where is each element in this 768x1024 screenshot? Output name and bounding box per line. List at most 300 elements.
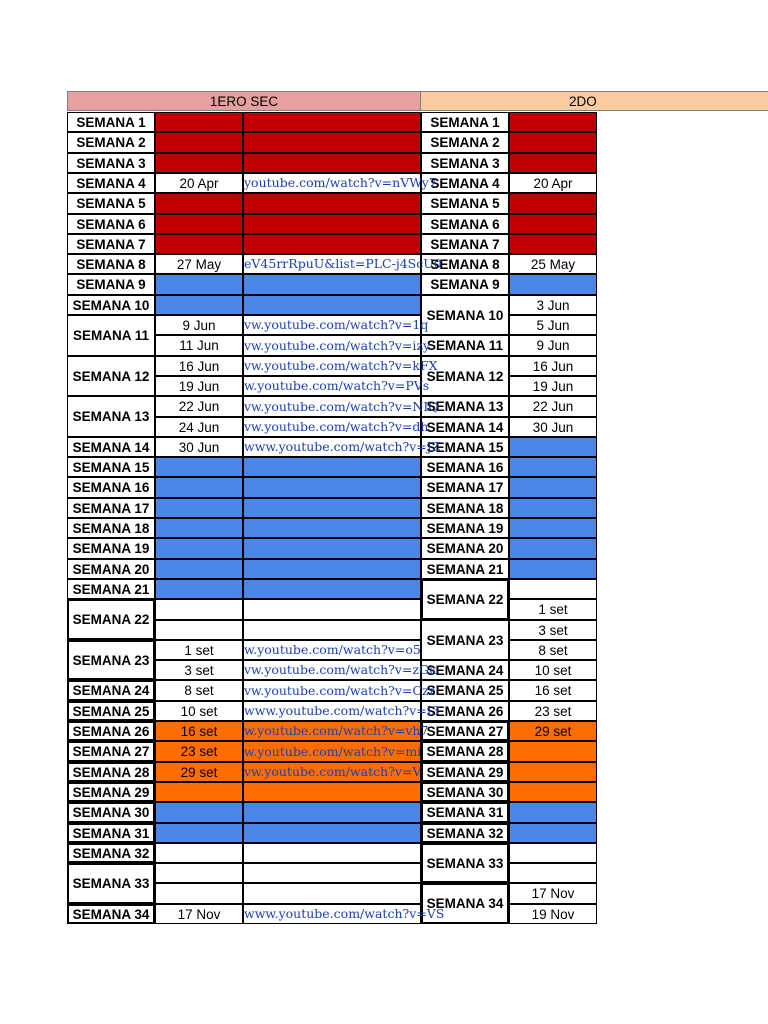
right-date-cell[interactable] [509,153,597,173]
right-week-label[interactable] [421,802,509,823]
right-week-label[interactable] [421,153,509,173]
right-date-cell[interactable] [509,620,597,640]
left-week-label-text: SEMANA 18 [72,520,150,536]
youtube-link[interactable]: w.youtube.com/watch?v=mi [244,744,422,759]
right-week-label-text: SEMANA 20 [426,541,504,556]
right-date-cell-text: 19 Nov [531,906,575,922]
left-week-label[interactable] [67,640,155,680]
youtube-link[interactable]: vw.youtube.com/watch?v=Czz [244,683,436,698]
left-week-label[interactable] [67,498,155,518]
left-date-cell[interactable] [155,660,243,680]
left-link-cell[interactable] [243,335,431,356]
left-date-cell-text: 27 May [176,256,222,272]
left-week-label[interactable] [67,457,155,477]
left-link-cell[interactable] [243,193,421,214]
right-week-label-text: SEMANA 15 [426,439,504,455]
left-week-label-text: SEMANA 10 [72,297,150,313]
left-week-label-text: SEMANA 14 [72,439,150,455]
left-week-label-text: SEMANA 27 [72,744,150,759]
left-week-label-text: SEMANA 26 [72,723,150,739]
right-date-cell[interactable] [509,843,597,863]
left-date-cell[interactable] [155,802,243,823]
left-week-label-text: SEMANA 24 [72,683,150,698]
left-link-cell[interactable] [243,214,421,234]
right-week-label-text: SEMANA 19 [426,520,504,536]
left-week-label-text: SEMANA 7 [76,236,146,252]
left-week-label[interactable] [67,315,155,356]
left-link-cell[interactable] [243,376,430,396]
right-date-cell[interactable] [509,112,597,132]
left-week-label[interactable] [67,234,155,254]
right-date-cell[interactable] [509,741,597,762]
left-week-label[interactable] [67,904,155,924]
left-date-cell[interactable] [155,234,243,254]
left-week-label[interactable] [67,254,155,274]
left-date-cell[interactable] [155,457,243,477]
left-week-label-text: SEMANA 20 [72,561,150,577]
left-week-label-text: SEMANA 6 [76,216,146,232]
youtube-link[interactable]: w.youtube.com/watch?v=PVs [244,378,430,393]
left-week-label[interactable] [67,782,155,802]
left-link-cell[interactable] [243,153,421,173]
left-link-cell[interactable] [243,518,421,538]
left-link-cell[interactable] [243,640,421,660]
left-date-cell[interactable] [155,701,243,721]
right-week-label[interactable] [421,457,509,477]
left-link-cell[interactable] [243,599,421,620]
right-week-label[interactable] [421,132,509,153]
youtube-link[interactable]: vw.youtube.com/watch?v=1q [244,317,429,332]
right-date-cell-text: 25 May [530,256,576,272]
left-link-cell[interactable] [243,396,439,417]
right-date-cell[interactable] [509,396,597,417]
left-week-label[interactable] [67,477,155,498]
right-date-cell[interactable] [509,437,597,457]
left-link-cell[interactable] [243,132,421,153]
right-week-label[interactable] [421,782,509,802]
right-date-cell-text: 20 Apr [533,175,573,191]
youtube-link[interactable]: youtube.com/watch?v=nVWy7 [244,175,437,190]
left-date-cell[interactable] [155,173,243,193]
right-date-cell[interactable] [509,457,597,477]
left-date-cell[interactable] [155,193,243,214]
youtube-link[interactable]: www.youtube.com/watch?v=VS [244,906,445,921]
left-week-label-text: SEMANA 28 [72,764,150,780]
right-week-label[interactable] [421,417,509,437]
left-date-cell[interactable] [155,132,243,153]
right-week-label-text: SEMANA 8 [430,256,500,272]
right-week-label-text: SEMANA 7 [430,236,500,252]
right-week-label-text: SEMANA 28 [426,744,504,759]
right-week-label[interactable] [421,335,509,356]
right-date-cell-text: 1 set [538,602,568,617]
left-date-cell[interactable] [155,904,243,924]
left-link-cell[interactable] [243,680,436,701]
left-link-cell[interactable] [243,741,421,762]
youtube-link[interactable]: vw.youtube.com/watch?v=NIQ [244,399,439,414]
right-week-label[interactable] [421,518,509,538]
right-week-label-text: SEMANA 12 [426,368,504,384]
right-date-cell[interactable] [509,640,597,660]
right-date-cell[interactable] [509,417,597,437]
left-link-cell[interactable] [243,579,421,599]
youtube-link[interactable]: vw.youtube.com/watch?v=kFX [244,358,438,373]
right-week-label[interactable] [421,721,509,741]
left-date-cell-text: 17 Nov [177,906,221,922]
left-week-label-text: SEMANA 29 [72,784,150,800]
left-date-cell[interactable] [155,863,243,883]
left-date-cell[interactable] [155,437,243,457]
left-date-cell-text: 8 set [184,683,214,698]
right-week-label[interactable] [421,234,509,254]
left-link-cell[interactable] [243,843,421,863]
right-week-label[interactable] [421,538,509,559]
right-week-label[interactable] [421,823,509,843]
youtube-link[interactable]: www.youtube.com/watch?v=I3 [244,703,440,718]
right-date-cell-text: 16 set [534,683,572,698]
left-date-cell[interactable] [155,518,243,538]
right-date-cell[interactable] [509,295,597,315]
left-date-cell[interactable] [155,153,243,173]
right-date-cell[interactable] [509,579,597,599]
left-week-label-text: SEMANA 32 [72,845,150,861]
right-date-cell-text: 3 set [538,622,568,638]
left-date-cell[interactable] [155,599,243,620]
right-week-label-text: SEMANA 25 [426,683,504,698]
right-week-label-text: SEMANA 24 [426,662,504,678]
left-week-label-text: SEMANA 2 [76,135,146,150]
left-week-label-text: SEMANA 33 [72,876,150,891]
right-date-cell[interactable] [509,254,597,274]
right-date-cell[interactable] [509,193,597,214]
left-date-cell-text: 1 set [184,642,214,658]
left-date-cell-text: 9 Jun [182,317,216,333]
right-date-cell-text: 5 Jun [536,317,570,333]
left-date-cell[interactable] [155,335,243,356]
left-week-label[interactable] [67,538,155,559]
right-date-cell-text: 29 set [534,723,572,739]
left-date-cell-text: 16 Jun [178,358,220,374]
youtube-link[interactable]: w.youtube.com/watch?v=o5 [244,642,421,657]
left-link-cell[interactable] [243,883,421,904]
left-link-cell[interactable] [243,904,445,924]
left-date-cell[interactable] [155,112,243,132]
right-date-cell[interactable] [509,599,597,620]
left-week-label[interactable] [67,863,155,904]
left-week-label[interactable] [67,802,155,823]
right-week-label[interactable] [421,477,509,498]
right-date-cell-text: 23 set [534,703,572,719]
left-week-label-text: SEMANA 34 [72,906,150,922]
left-week-label[interactable] [67,762,155,782]
youtube-link[interactable]: eV45rrRpuU&list=PLC-j4ScU0 [244,256,442,271]
right-week-label-text: SEMANA 22 [426,592,504,607]
left-week-label-text: SEMANA 4 [76,175,146,191]
right-week-label[interactable] [421,295,509,335]
left-link-cell[interactable] [243,356,438,376]
left-date-cell[interactable] [155,883,243,904]
left-week-label[interactable] [67,721,155,741]
left-date-cell[interactable] [155,295,243,315]
youtube-link[interactable]: www.youtube.com/watch?v=JZ [244,439,441,454]
right-date-cell-text: 17 Nov [531,886,575,901]
left-week-label-text: SEMANA 1 [76,114,146,130]
right-week-label[interactable] [421,274,509,295]
left-week-label-text: SEMANA 12 [72,368,150,384]
left-date-cell[interactable] [155,274,243,295]
left-week-label-text: SEMANA 21 [72,581,150,597]
left-link-cell[interactable] [243,498,421,518]
left-date-cell[interactable] [155,559,243,579]
right-week-label[interactable] [421,741,509,762]
left-week-label[interactable] [67,295,155,315]
left-week-label[interactable] [67,599,155,640]
right-date-cell-text: 10 set [534,662,572,678]
right-date-cell[interactable] [509,356,597,376]
right-week-label-text: SEMANA 23 [426,632,504,648]
right-date-cell-text: 9 Jun [536,338,570,353]
left-week-label[interactable] [67,680,155,701]
left-link-cell[interactable] [243,274,421,295]
left-date-cell[interactable] [155,579,243,599]
left-link-cell[interactable] [243,782,421,802]
right-week-label-text: SEMANA 18 [426,500,504,516]
left-date-cell[interactable] [155,680,243,701]
right-date-cell[interactable] [509,680,597,701]
left-date-cell-text: 3 set [184,662,214,678]
left-week-label-text: SEMANA 11 [72,328,150,343]
left-date-cell[interactable] [155,762,243,782]
right-date-cell[interactable] [509,234,597,254]
right-date-cell[interactable] [509,863,597,883]
right-date-cell[interactable] [509,883,597,904]
left-link-cell[interactable] [243,559,421,579]
right-date-cell[interactable] [509,477,597,498]
left-week-label-text: SEMANA 19 [72,541,150,556]
right-date-cell[interactable] [509,214,597,234]
left-week-label-text: SEMANA 5 [76,196,146,211]
youtube-link[interactable]: vw.youtube.com/watch?v=V [244,764,422,779]
youtube-link[interactable]: w.youtube.com/watch?v=vh7 [244,723,429,738]
right-week-label[interactable] [421,620,509,660]
left-date-cell[interactable] [155,823,243,843]
right-date-cell[interactable] [509,762,597,782]
right-week-label-text: SEMANA 5 [430,196,500,211]
left-date-cell[interactable] [155,782,243,802]
left-week-label-text: SEMANA 16 [72,480,150,495]
youtube-link[interactable]: vw.youtube.com/watch?v=izy [244,338,431,353]
right-week-label[interactable] [421,579,509,620]
left-week-label-text: SEMANA 31 [72,825,150,841]
left-date-cell[interactable] [155,396,243,417]
left-link-cell[interactable] [243,701,440,721]
left-link-cell[interactable] [243,721,429,741]
right-week-label-text: SEMANA 3 [430,155,500,171]
right-week-label-text: SEMANA 27 [426,723,504,739]
left-date-cell[interactable] [155,356,243,376]
left-link-cell[interactable] [243,620,421,640]
left-week-label-text: SEMANA 15 [72,459,150,475]
right-date-cell-text: 19 Jun [532,378,574,394]
left-date-cell[interactable] [155,741,243,762]
right-date-cell-text: 30 Jun [532,419,574,435]
right-date-cell[interactable] [509,173,597,193]
right-date-cell[interactable] [509,335,597,356]
right-week-label[interactable] [421,214,509,234]
left-date-cell-text: 30 Jun [178,439,220,455]
left-link-cell[interactable] [243,417,429,437]
right-week-label-text: SEMANA 11 [426,338,504,353]
right-date-cell[interactable] [509,518,597,538]
right-week-label-text: SEMANA 32 [426,825,504,841]
right-week-label-text: SEMANA 21 [426,561,504,577]
right-week-label-text: SEMANA 6 [430,216,500,232]
left-date-cell-text: 23 set [180,744,218,759]
left-link-cell[interactable] [243,457,421,477]
left-date-cell[interactable] [155,620,243,640]
left-link-cell[interactable] [243,254,442,274]
right-week-label-text: SEMANA 4 [430,175,500,191]
left-week-label-text: SEMANA 17 [72,500,150,516]
left-week-label[interactable] [67,579,155,599]
right-week-label-text: SEMANA 29 [426,764,504,780]
right-week-label[interactable] [421,559,509,579]
left-link-cell[interactable] [243,802,421,823]
left-date-cell-text: 19 Jun [178,378,220,394]
left-date-cell[interactable] [155,254,243,274]
right-date-cell-text: 8 set [538,642,568,658]
right-date-cell[interactable] [509,721,597,741]
right-date-cell[interactable] [509,660,597,680]
right-week-label-text: SEMANA 33 [426,855,504,871]
left-week-label[interactable] [67,153,155,173]
left-link-cell[interactable] [243,477,421,498]
left-link-cell[interactable] [243,660,437,680]
right-week-label[interactable] [421,843,509,883]
left-week-label-text: SEMANA 30 [72,805,150,820]
left-date-cell[interactable] [155,721,243,741]
left-week-label[interactable] [67,274,155,295]
right-date-cell[interactable] [509,274,597,295]
left-week-label[interactable] [67,823,155,843]
left-date-cell[interactable] [155,315,243,335]
left-date-cell[interactable] [155,538,243,559]
left-date-cell[interactable] [155,640,243,660]
left-date-cell[interactable] [155,376,243,396]
right-week-label-text: SEMANA 14 [426,419,504,435]
left-week-label-text: SEMANA 3 [76,155,146,171]
left-week-label[interactable] [67,193,155,214]
left-week-label-text: SEMANA 13 [72,409,150,424]
left-date-cell-text: 10 set [180,703,218,719]
right-date-cell-text: 22 Jun [532,399,574,414]
left-week-label[interactable] [67,437,155,457]
right-date-cell[interactable] [509,904,597,924]
right-week-label-text: SEMANA 34 [426,896,504,911]
left-week-label-text: SEMANA 8 [76,256,146,272]
left-date-cell[interactable] [155,843,243,863]
left-week-label[interactable] [67,173,155,193]
right-date-cell[interactable] [509,538,597,559]
left-date-cell-text: 22 Jun [178,399,220,414]
left-link-cell[interactable] [243,295,421,315]
left-link-cell[interactable] [243,112,421,132]
header-1ero-sec[interactable]: 1ERO SEC [67,91,421,111]
left-date-cell-text: 16 set [180,723,218,739]
right-week-label-text: SEMANA 13 [426,399,504,414]
left-link-cell[interactable] [243,437,441,457]
right-date-cell[interactable] [509,315,597,335]
right-week-label-text: SEMANA 31 [426,805,504,820]
left-date-cell-text: 24 Jun [178,419,220,435]
right-week-label[interactable] [421,498,509,518]
left-link-cell[interactable] [243,762,421,782]
right-week-label-text: SEMANA 10 [426,307,504,323]
left-date-cell[interactable] [155,417,243,437]
right-date-cell[interactable] [509,802,597,823]
left-link-cell[interactable] [243,315,429,335]
right-week-label-text: SEMANA 17 [426,480,504,495]
right-date-cell-text: 16 Jun [532,358,574,374]
left-link-cell[interactable] [243,173,437,193]
left-week-label-text: SEMANA 25 [72,703,150,719]
left-link-cell[interactable] [243,538,421,559]
right-date-cell[interactable] [509,132,597,153]
left-week-label[interactable] [67,518,155,538]
right-week-label[interactable] [421,112,509,132]
left-link-cell[interactable] [243,823,421,843]
left-date-cell-text: 11 Jun [179,338,219,353]
left-link-cell[interactable] [243,234,421,254]
right-week-label-text: SEMANA 26 [426,703,504,719]
youtube-link[interactable]: vw.youtube.com/watch?v=dh [244,419,429,434]
left-week-label-text: SEMANA 9 [76,277,146,292]
right-week-label-text: SEMANA 16 [426,459,504,475]
left-date-cell[interactable] [155,477,243,498]
left-week-label-text: SEMANA 23 [72,652,150,668]
right-week-label-text: SEMANA 2 [430,135,500,150]
left-date-cell-text: 20 Apr [179,175,219,191]
left-date-cell-text: 29 set [180,764,218,780]
right-week-label[interactable] [421,193,509,214]
right-week-label-text: SEMANA 1 [430,114,500,130]
left-week-label[interactable] [67,132,155,153]
left-week-label-text: SEMANA 22 [72,612,150,627]
right-date-cell[interactable] [509,823,597,843]
youtube-link[interactable]: vw.youtube.com/watch?v=zGk [244,662,437,677]
left-week-label[interactable] [67,559,155,579]
left-week-label[interactable] [67,356,155,396]
right-date-cell[interactable] [509,498,597,518]
left-date-cell[interactable] [155,214,243,234]
right-week-label-text: SEMANA 30 [426,784,504,800]
right-date-cell[interactable] [509,701,597,721]
right-date-cell[interactable] [509,559,597,579]
left-week-label[interactable] [67,112,155,132]
right-week-label-text: SEMANA 9 [430,277,500,292]
left-week-label[interactable] [67,701,155,721]
header-2do[interactable]: 2DO [421,91,768,111]
right-week-label[interactable] [421,762,509,782]
left-link-cell[interactable] [243,863,421,883]
left-week-label[interactable] [67,214,155,234]
right-date-cell[interactable] [509,782,597,802]
left-week-label[interactable] [67,396,155,437]
left-week-label[interactable] [67,843,155,863]
right-date-cell[interactable] [509,376,597,396]
left-date-cell[interactable] [155,498,243,518]
left-week-label[interactable] [67,741,155,762]
